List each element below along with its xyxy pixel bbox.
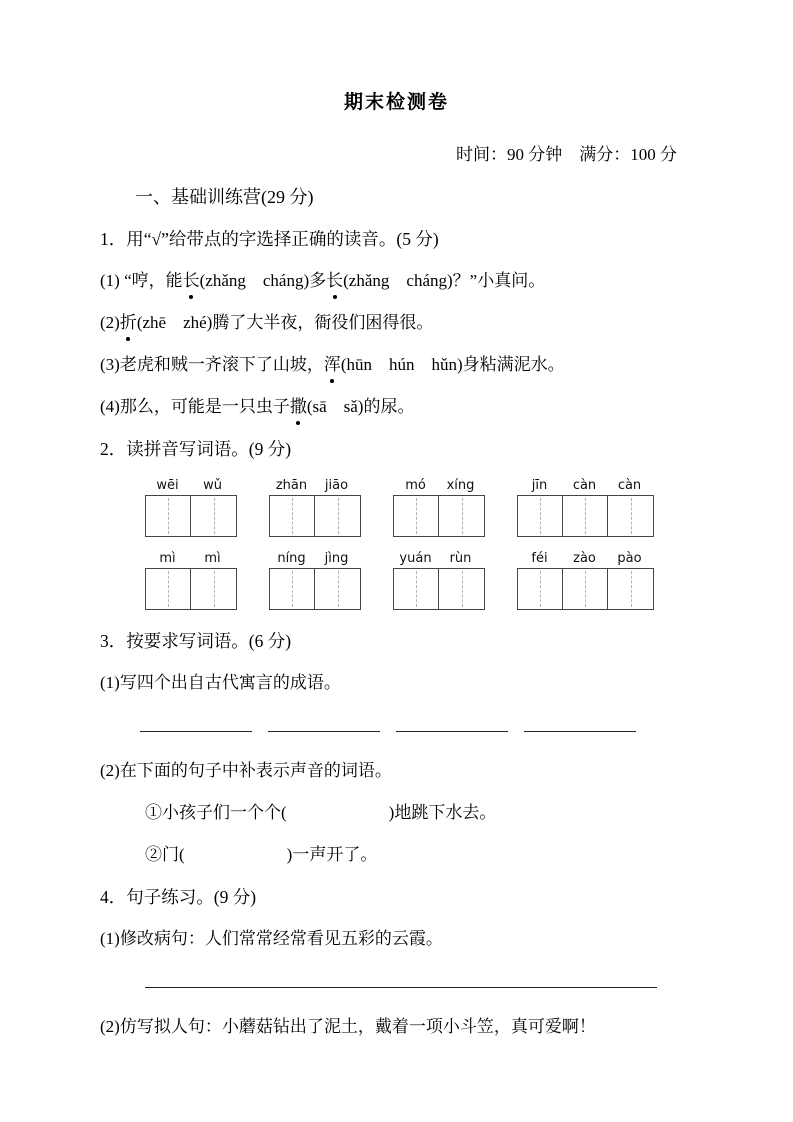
- q3-stem: 3．按要求写词语。(6 分): [100, 631, 292, 651]
- pinyin-word-group: [145, 478, 237, 537]
- writing-cell: [270, 569, 315, 609]
- pinyin-label: mó xíng: [405, 478, 475, 493]
- idiom-answer-blanks: [100, 712, 693, 736]
- pinyin-label: níng jìng: [277, 551, 349, 566]
- q4-sub1: (1)修改病句：人们常常经常看见五彩的云霞。: [100, 929, 443, 948]
- q3-sentence-2: ②门( )一声开了。: [145, 845, 378, 864]
- page-title: 期末检测卷: [343, 92, 449, 113]
- section-1-heading: 一、基础训练营(29 分): [135, 187, 314, 207]
- q1-item-4: (4)那么，可能是一只虫子撒(sā sǎ)的尿。: [100, 394, 693, 420]
- q4-sub2: (2)仿写拟人句：小蘑菇钻出了泥土，戴着一项小斗笠，真可爱啊！: [100, 1017, 596, 1036]
- answer-blank: [140, 712, 252, 732]
- writing-cell: [146, 569, 191, 609]
- dotted-character: 长: [183, 268, 200, 294]
- q1-stem: 1．用“√”给带点的字选择正确的读音。(5 分): [100, 229, 439, 249]
- writing-cell: [563, 496, 608, 536]
- pinyin-word-group: [393, 551, 485, 610]
- writing-cell: [439, 569, 484, 609]
- answer-blank: [524, 712, 636, 732]
- pinyin-label: jīn càn càn: [531, 478, 642, 493]
- writing-cell: [270, 496, 315, 536]
- pinyin-word-group: [517, 478, 654, 537]
- writing-cell: [608, 569, 653, 609]
- writing-cell: [563, 569, 608, 609]
- pinyin-word-group: [269, 478, 361, 537]
- dotted-character: 浑: [324, 352, 341, 378]
- q2-stem: 2．读拼音写词语。(9 分): [100, 439, 292, 459]
- pinyin-writing-area: [100, 478, 693, 610]
- q3-sub1: (1)写四个出自古代寓言的成语。: [100, 673, 341, 692]
- writing-cell: [191, 496, 236, 536]
- writing-cell: [315, 496, 360, 536]
- writing-cells: [517, 568, 654, 610]
- answer-line: [145, 968, 657, 988]
- writing-cells: [269, 495, 361, 537]
- q3-sentence-1: ①小孩子们一个个( )地跳下水去。: [145, 803, 497, 822]
- writing-cell: [394, 496, 439, 536]
- time-score-line: 时间：90 分钟 满分：100 分: [456, 145, 677, 164]
- writing-cells: [145, 495, 237, 537]
- writing-cell: [608, 496, 653, 536]
- pinyin-word-group: [269, 551, 361, 610]
- writing-cell: [315, 569, 360, 609]
- pinyin-row-1: [145, 478, 693, 537]
- dotted-character: 撒: [290, 394, 307, 420]
- writing-cell: [518, 569, 563, 609]
- pinyin-word-group: [517, 551, 654, 610]
- writing-cell: [439, 496, 484, 536]
- writing-cells: [269, 568, 361, 610]
- pinyin-label: féi zào pào: [531, 551, 642, 566]
- answer-blank: [396, 712, 508, 732]
- writing-cells: [393, 495, 485, 537]
- q1-item-3: (3)老虎和贼一齐滚下了山坡，浑(hūn hún hǔn)身粘满泥水。: [100, 352, 693, 378]
- writing-cells: [145, 568, 237, 610]
- q4-stem: 4．句子练习。(9 分): [100, 887, 257, 907]
- writing-cell: [394, 569, 439, 609]
- q1-item-2: (2)折(zhē zhé)腾了大半夜，衙役们困得很。: [100, 310, 693, 336]
- writing-cell: [191, 569, 236, 609]
- pinyin-label: yuán rùn: [399, 551, 472, 566]
- q1-item-1: (1) “哼，能长(zhǎng cháng)多长(zhǎng cháng)？”小真问。: [100, 268, 693, 294]
- answer-blank: [268, 712, 380, 732]
- pinyin-row-2: [145, 551, 693, 610]
- writing-cell: [518, 496, 563, 536]
- pinyin-label: wēi wǔ: [156, 478, 222, 493]
- pinyin-label: mì mì: [159, 551, 221, 566]
- writing-cell: [146, 496, 191, 536]
- writing-cells: [393, 568, 485, 610]
- writing-cells: [517, 495, 654, 537]
- sentence-answer-line-row: [100, 968, 693, 992]
- dotted-character: 折: [120, 310, 137, 336]
- pinyin-word-group: [145, 551, 237, 610]
- dotted-character: 长: [326, 268, 343, 294]
- pinyin-label: zhān jiāo: [275, 478, 349, 493]
- pinyin-word-group: [393, 478, 485, 537]
- q3-sub2: (2)在下面的句子中补表示声音的词语。: [100, 761, 392, 780]
